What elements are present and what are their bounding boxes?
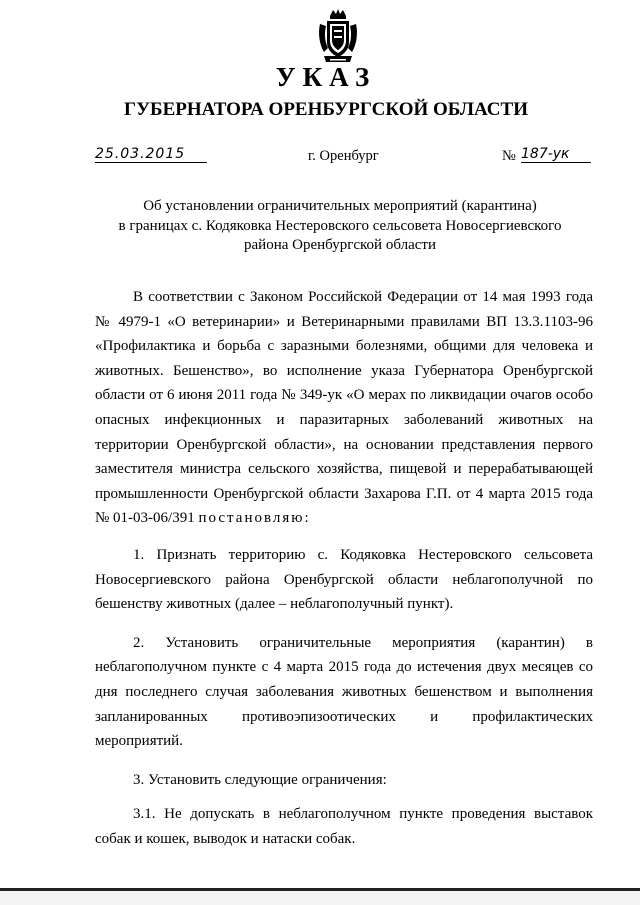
- heading-line: района Оренбургской области: [244, 237, 436, 253]
- document-title: УКАЗ: [275, 62, 377, 92]
- heading-line: в границах с. Кодяковка Нестеровского сельсовета Новосергиевского: [118, 217, 562, 234]
- item-paragraph: 1. Признать территорию с. Кодяковка Нестеровского сельсовета Новосергиевского района Оренбургской области неблагополучной по бешенству животных (далее – неблагополучный пункт).: [95, 546, 593, 613]
- document-date: 25.03.2015: [95, 146, 207, 163]
- heading-line: Об установлении ограничительных мероприятий (карантина): [143, 198, 537, 214]
- item-paragraph: 2. Установить ограничительные мероприятия (карантин) в неблагополучном пункте с 4 марта 2015 года до истечения двух месяцев со дня последнего случая заболевания животных бешенством и выполнения запланированных противоэпизоотических и профилактических мероприятий.: [95, 634, 593, 750]
- decree-word: постановляю:: [198, 510, 311, 527]
- document-number-label: №: [502, 148, 516, 164]
- item-paragraph: 3.1. Не допускать в неблагополучном пункте проведения выставок собак и кошек, выводок и натаски собак.: [95, 806, 593, 847]
- document-subtitle: ГУБЕРНАТОРА ОРЕНБУРГСКОЙ ОБЛАСТИ: [124, 99, 528, 120]
- document-heading: [80, 197, 600, 256]
- document-city: г. Оренбург: [308, 148, 379, 164]
- document-meta-row: [0, 148, 640, 170]
- document-number-value: 187-ук: [521, 146, 591, 163]
- document-body: [95, 285, 593, 865]
- intro-paragraph: [95, 285, 593, 531]
- coat-of-arms-icon: [316, 8, 360, 64]
- item-paragraph: 3. Установить следующие ограничения:: [133, 771, 387, 788]
- scan-margin: [0, 891, 640, 905]
- intro-text: В соответствии с Законом Российской Федерации от 14 мая 1993 года № 4979-1 «О ветеринарии» и Ветеринарными правилами ВП 13.3.1103-96 «Профилактика и борьба с заразными болезнями, общими для человека и животных. Бешенство», во исполнение указа Губернатора Оренбургской области от 6 июня 2011 года № 349-ук «О мерах по ликвидации очагов особо опасных инфекционных и паразитарных заболеваний животных на территории Оренбургской области», на основании представления первого заместителя министра сельского хозяйства, пищевой и перерабатывающей промышленности Оренбургской области Захарова Г.П. от 4 марта 2015 года № 01-03-06/391: [95, 289, 593, 527]
